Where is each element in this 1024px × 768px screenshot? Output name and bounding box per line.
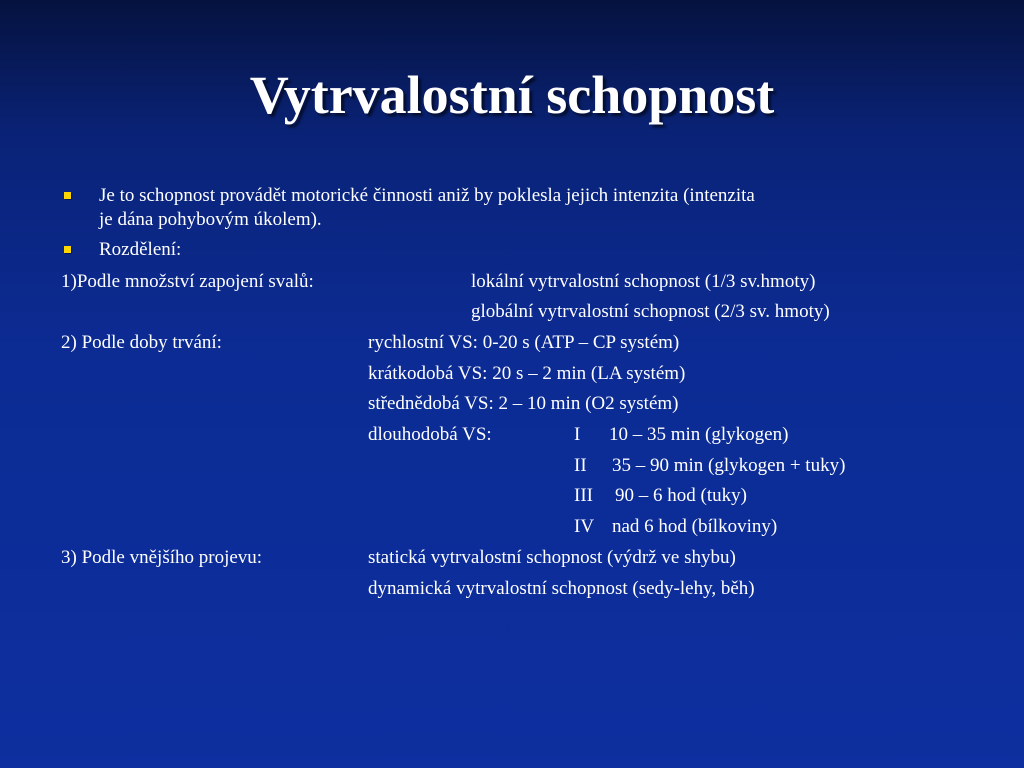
- section-item: globální vytrvalostní schopnost (2/3 sv. hmoty): [471, 301, 830, 322]
- long-term-text: 10 – 35 min (glykogen): [609, 424, 789, 445]
- bullet-text: Je to schopnost provádět motorické činnosti aniž by poklesla jejich intenzita (intenzita: [99, 185, 755, 206]
- long-term-text: 35 – 90 min (glykogen + tuky): [612, 455, 846, 476]
- bullet-marker: [64, 246, 71, 253]
- long-term-numeral: III: [574, 485, 593, 506]
- section-item: rychlostní VS: 0-20 s (ATP – CP systém): [368, 332, 680, 353]
- bullet-text-continued: je dána pohybovým úkolem).: [99, 209, 322, 230]
- long-term-text: nad 6 hod (bílkoviny): [612, 516, 778, 537]
- long-term-numeral: II: [574, 455, 587, 476]
- section-item: dlouhodobá VS:: [368, 424, 492, 445]
- section-item: lokální vytrvalostní schopnost (1/3 sv.hmoty): [471, 271, 816, 292]
- long-term-numeral: I: [574, 424, 581, 445]
- bullet-text: Rozdělení:: [99, 239, 182, 260]
- bullet-marker: [64, 192, 71, 199]
- section-heading: 2) Podle doby trvání:: [61, 332, 222, 353]
- long-term-numeral: IV: [574, 516, 595, 537]
- long-term-text: 90 – 6 hod (tuky): [615, 485, 747, 506]
- section-item: statická vytrvalostní schopnost (výdrž ve shybu): [368, 547, 736, 568]
- section-heading: 3) Podle vnějšího projevu:: [61, 547, 263, 568]
- section-item: střednědobá VS: 2 – 10 min (O2 systém): [368, 393, 679, 414]
- slide-title: Vytrvalostní schopnost: [249, 65, 775, 125]
- section-heading: 1)Podle množství zapojení svalů:: [61, 271, 314, 292]
- section-item: krátkodobá VS: 20 s – 2 min (LA systém): [368, 363, 686, 384]
- section-item: dynamická vytrvalostní schopnost (sedy-lehy, běh): [368, 578, 755, 599]
